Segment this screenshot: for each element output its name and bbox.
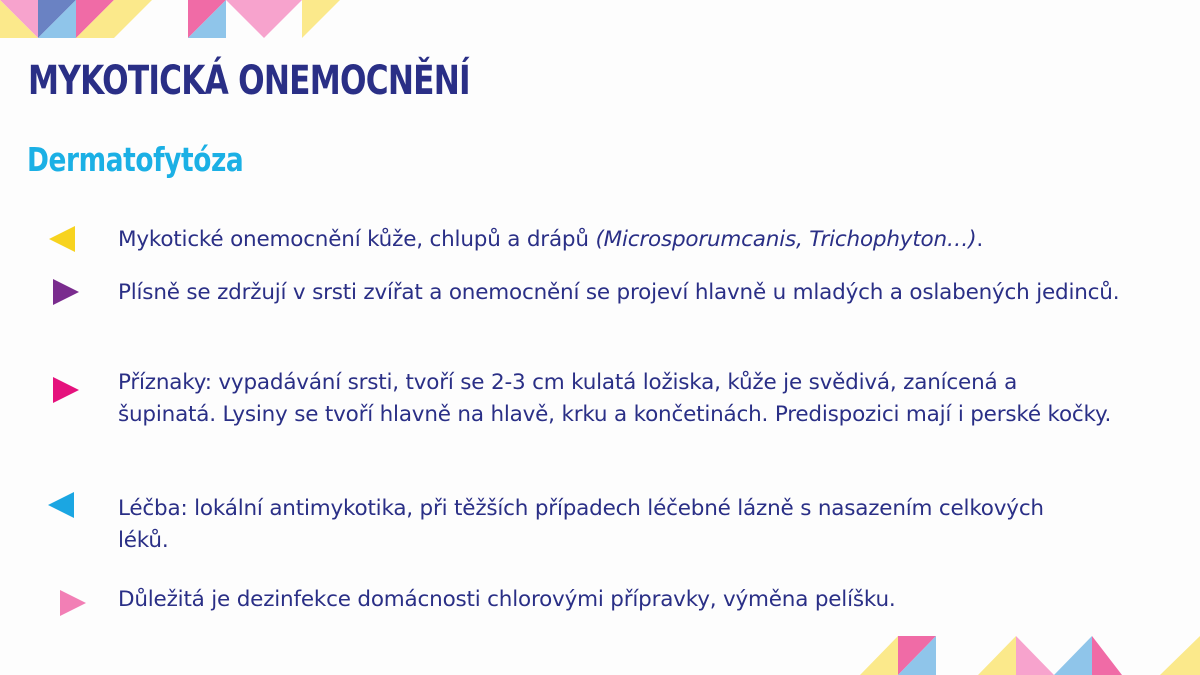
purple-triangle-bullet-icon: [51, 277, 81, 307]
light-pink-triangle-bullet-icon: [58, 588, 88, 618]
bullet-text-end: .: [976, 227, 984, 252]
bullet-text: Mykotické onemocnění kůže, chlupů a drápů: [118, 227, 596, 252]
bullet-item: Příznaky: vypadávání srsti, tvoří se 2-3 cm kulatá ložiska, kůže je svědivá, zanícená a šupinatá. Lysiny se tvoří hlavně na hlavě, krku a končetinách. Predispozici mají i perské kočky.: [118, 370, 1112, 427]
blue-triangle-bullet-icon: [46, 490, 76, 520]
bullet-item: Léčba: lokální antimykotika, při těžších případech léčebné lázně s nasazením celkových léků.: [118, 496, 1044, 553]
bullet-item: Důležitá je dezinfekce domácnosti chlorovými přípravky, výměna pelíšku.: [118, 587, 896, 612]
slide-subtitle: Dermatofytóza: [27, 140, 244, 179]
bullet-italic-text: (Microsporumcanis, Trichophyton…): [595, 227, 977, 252]
decorative-triangles-top: [0, 0, 345, 40]
bullet-item: [118, 224, 1178, 256]
decorative-triangles-bottom: [860, 636, 1200, 675]
slide-title: MYKOTICKÁ ONEMOCNĚNÍ: [28, 58, 470, 104]
yellow-triangle-bullet-icon: [47, 224, 77, 254]
bullet-item: Plísně se zdržují v srsti zvířat a onemocnění se projeví hlavně u mladých a oslabených jedinců.: [118, 280, 1120, 305]
pink-triangle-bullet-icon: [51, 375, 81, 405]
